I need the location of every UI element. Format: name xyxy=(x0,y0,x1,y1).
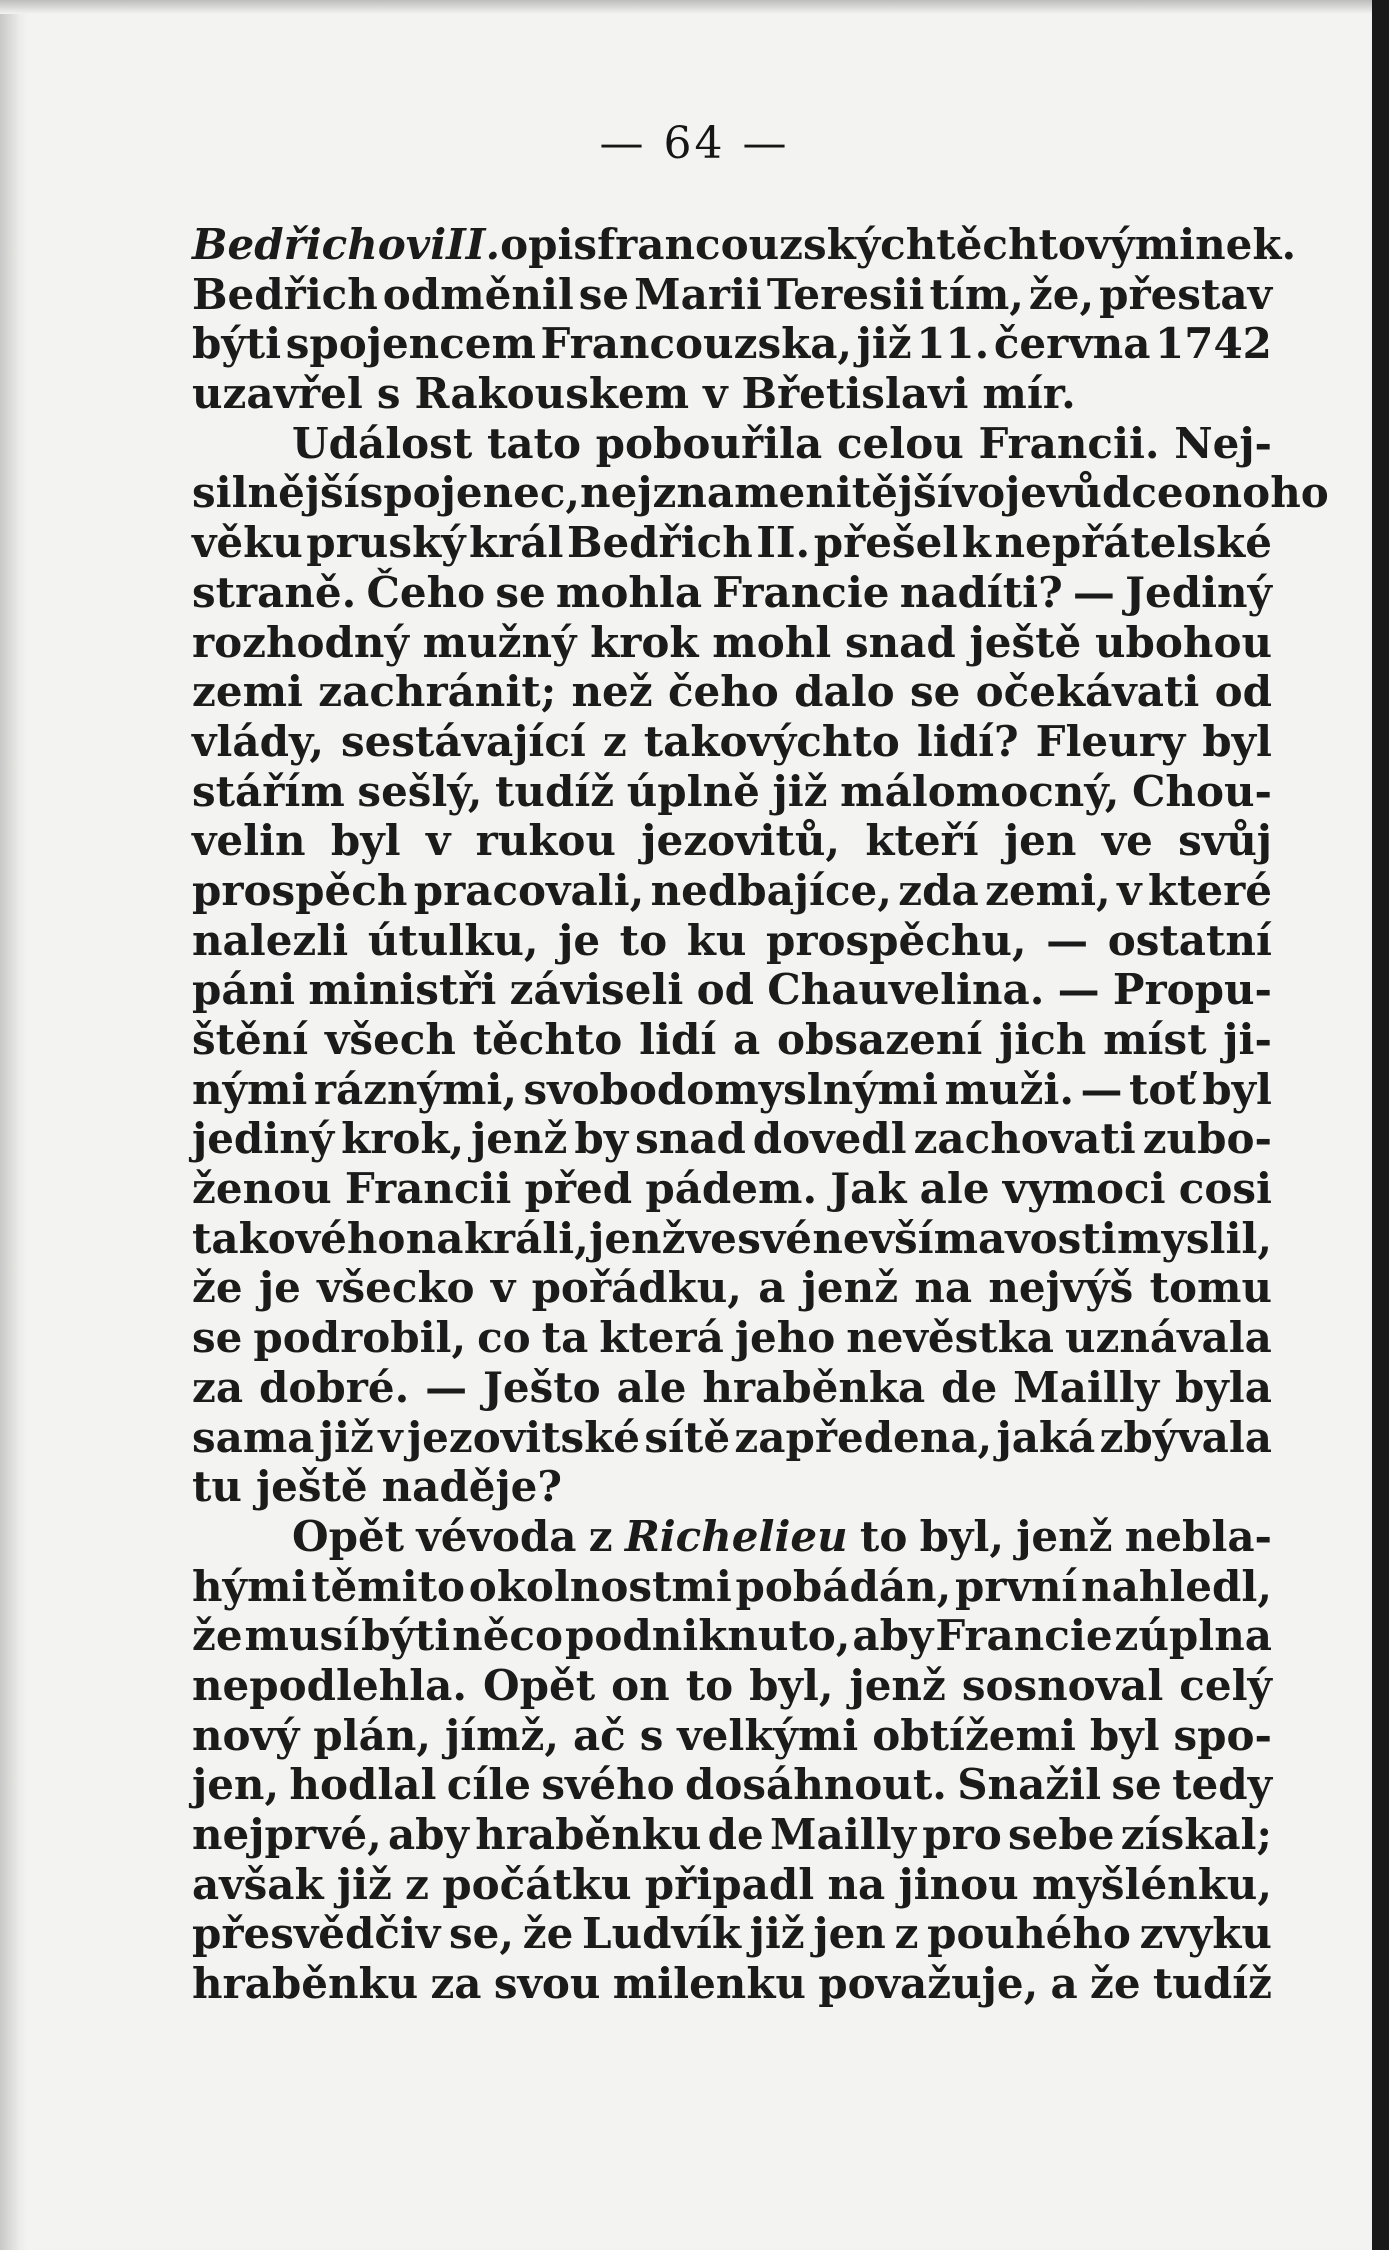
text-line: Bedřich odměnil se Marii Teresii tím, že, přestav xyxy=(192,269,1272,319)
text-line: nejprvé, aby hraběnku de Mailly pro sebe získal; xyxy=(192,1810,1272,1859)
text-line: jediný krok, jenž by snad dovedl zachovati zubo- xyxy=(192,1114,1272,1164)
text-line: uzavřel s Rakouskem v Břetislavi mír. xyxy=(192,369,1076,419)
text-line: že je všecko v pořádku, a jenž na nejvýš tomu xyxy=(192,1263,1272,1313)
text-line: býti spojencem Francouzska, již 11. června 1742 xyxy=(192,319,1272,369)
text-line: stářím sešlý, tudíž úplně již málomocný, Chou- xyxy=(192,766,1272,816)
page-top-shadow xyxy=(0,0,1372,14)
text-line: štění všech těchto lidí a obsazení jich míst ji- xyxy=(192,1015,1272,1064)
text-line: věku pruský král Bedřich II. přešel k nepřátelské xyxy=(192,518,1272,568)
text-line: prospěch pracovali, nedbajíce, zda zemi, v které xyxy=(192,865,1272,915)
text-line: nepodlehla. Opět on to byl, jenž sosnoval celý xyxy=(192,1660,1272,1710)
text-line: hraběnku za svou milenku považuje, a že tudíž xyxy=(192,1959,1272,2009)
text-line: velin byl v rukou jezovitů, kteří jen ve svůj xyxy=(192,816,1272,866)
text-line: Bedřichovi II. opis francouzských těchto výminek. xyxy=(192,220,1297,269)
text-line: hými těmito okolnostmi pobádán, první nahledl, xyxy=(192,1561,1272,1611)
text-line: nový plán, jímž, ač s velkými obtížemi byl spo- xyxy=(192,1710,1272,1760)
text-line: nalezli útulku, je to ku prospěchu, — ostatní xyxy=(192,915,1272,965)
text-line: jen, hodlal cíle svého dosáhnout. Snažil se tedy xyxy=(192,1760,1272,1810)
text-line: zemi zachránit; než čeho dalo se očekávati od xyxy=(192,667,1272,717)
text-line: straně. Čeho se mohla Francie nadíti? — Jediný xyxy=(192,567,1272,617)
body-text xyxy=(192,220,1329,2009)
text-line: přesvědčiv se, že Ludvík již jen z pouhého zvyku xyxy=(192,1909,1272,1959)
text-line: vlády, sestávající z takovýchto lidí? Fleury byl xyxy=(192,716,1272,766)
text-line: silnější spojenec, nejznamenitější vojevůdce onoho xyxy=(192,468,1329,518)
text-line: Událost tato pobouřila celou Francii. Nej- xyxy=(292,418,1272,468)
text-line: nými ráznými, svobodomyslnými muži. — toť byl xyxy=(192,1064,1272,1114)
text-line: Opět vévoda z Richelieu to byl, jenž nebla- xyxy=(292,1511,1272,1561)
text-line: že musí býti něco podniknuto, aby Francie zúplna xyxy=(192,1611,1272,1661)
text-line: se podrobil, co ta která jeho nevěstka uznávala xyxy=(192,1313,1272,1363)
page-binding-shadow xyxy=(0,0,28,2250)
text-line: avšak již z počátku připadl na jinou myšlénku, xyxy=(192,1859,1272,1909)
text-line: ženou Francii před pádem. Jak ale vymoci cosi xyxy=(192,1164,1272,1214)
text-line: rozhodný mužný krok mohl snad ještě ubohou xyxy=(192,617,1272,667)
text-line: tu ještě naděje? xyxy=(192,1462,562,1512)
text-line: takového na králi, jenž ve své nevšímavosti myslil, xyxy=(192,1213,1272,1263)
text-line: za dobré. — Ješto ale hraběnka de Mailly byla xyxy=(192,1362,1272,1412)
text-line: sama již v jezovitské sítě zapředena, jaká zbývala xyxy=(192,1412,1272,1462)
page-number: — 64 — xyxy=(599,118,790,169)
text-line: páni ministři záviseli od Chauvelina. — Propu- xyxy=(192,965,1272,1015)
